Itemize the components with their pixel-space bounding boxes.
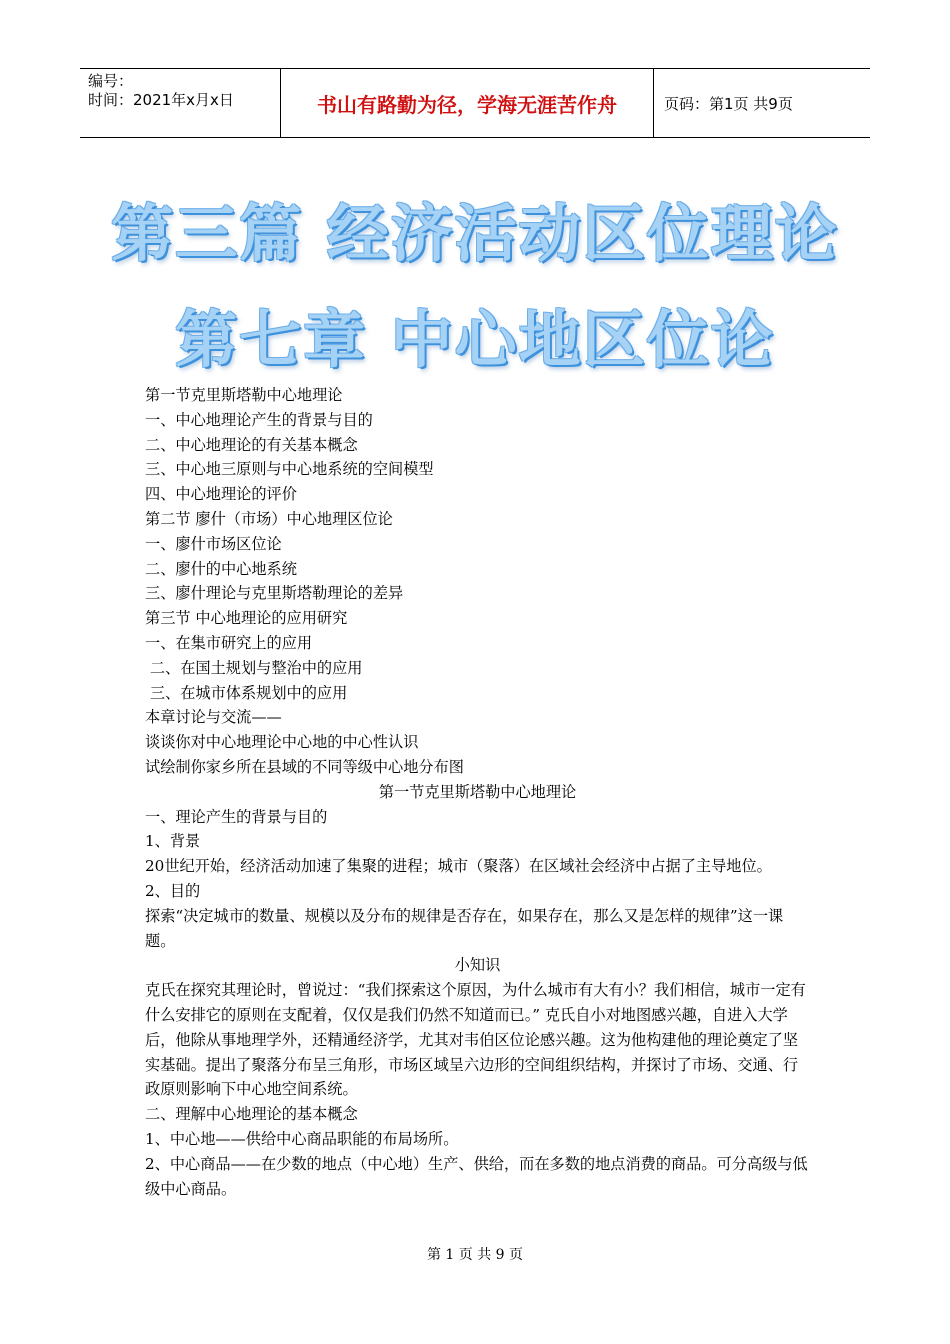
toc-line: 四、中心地理论的评价 (145, 485, 297, 504)
paragraph: 探索“决定城市的数量、规模以及分布的规律是否存在，如果存在，那么又是怎样的规律”这一课题。 (145, 906, 784, 950)
toc-line: 第一节克里斯塔勒中心地理论 (145, 386, 343, 404)
toc-line: 一、中心地理论产生的背景与目的 (145, 410, 373, 429)
time-label: 时间：2021年x月x日 (88, 91, 234, 109)
toc-line: 二、廖什的中心地系统 (145, 559, 297, 578)
toc-line: 谈谈你对中心地理论中心地的中心性认识 (145, 733, 419, 752)
document-body (145, 383, 810, 1201)
toc-line: 三、廖什理论与克里斯塔勒理论的差异 (145, 584, 404, 603)
toc-line: 三、中心地三原则与中心地系统的空间模型 (145, 460, 434, 479)
toc-line: 第三节 中心地理论的应用研究 (145, 609, 348, 628)
header-page-info: 页码：第1页 共9页 (664, 94, 793, 113)
page-header (80, 68, 870, 138)
paragraph: 20世纪开始，经济活动加速了集聚的进程；城市（聚落）在区域社会经济中占据了主导地位。 (145, 857, 772, 876)
paragraph: 2、中心商品——在少数的地点（中心地）生产、供给，而在多数的地点消费的商品。可分高级与低级中心商品。 (145, 1154, 808, 1198)
chapter-title: 第七章 中心地区位论 (175, 303, 775, 376)
part-title: 第三篇 经济活动区位理论 (111, 197, 839, 270)
code-label: 编号： (88, 72, 134, 90)
toc-line: 试绘制你家乡所在县域的不同等级中心地分布图 (145, 757, 464, 776)
toc-line: 三、在城市体系规划中的应用 (145, 683, 348, 702)
toc-line: 第二节 廖什（市场）中心地理区位论 (145, 509, 393, 528)
section-heading: 第一节克里斯塔勒中心地理论 (378, 782, 577, 801)
toc-line: 本章讨论与交流—— (145, 708, 282, 727)
paragraph-title: 一、理论产生的背景与目的 (145, 807, 328, 826)
paragraph: 1、中心地——供给中心商品职能的布局场所。 (145, 1129, 459, 1148)
header-motto: 书山有路勤为径，学海无涯苦作舟 (281, 69, 654, 137)
paragraph-title: 二、理解中心地理论的基本概念 (145, 1105, 358, 1124)
toc-line: 二、在国土规划与整治中的应用 (145, 658, 363, 677)
sub-heading: 1、背景 (145, 832, 201, 851)
page-footer: 第 1 页 共 9 页 (426, 1247, 524, 1263)
tip-heading: 小知识 (454, 956, 501, 975)
tip-paragraph: 克氏在探究其理论时，曾说过：“我们探索这个原因，为什么城市有大有小？我们相信，城市一定有什么安排它的原则在支配着，仅仅是我们仍然不知道而已。” 克氏自小对地图感兴趣，自进入大学后，他除从事地理学外，还精通经济学，尤其对韦伯区位论感兴趣。这为他构建他的理论奠定了坚实基础。提出了聚落分布呈三角形，市场区域呈六边形的空间组织结构，并探讨了市场、交通、行政原则影响下中心地空间系统。 (145, 981, 806, 1099)
toc-line: 一、廖什市场区位论 (145, 534, 282, 553)
header-meta (80, 69, 281, 137)
sub-heading: 2、目的 (145, 881, 201, 900)
toc-line: 二、中心地理论的有关基本概念 (145, 435, 358, 454)
toc-line: 一、在集市研究上的应用 (145, 633, 313, 652)
